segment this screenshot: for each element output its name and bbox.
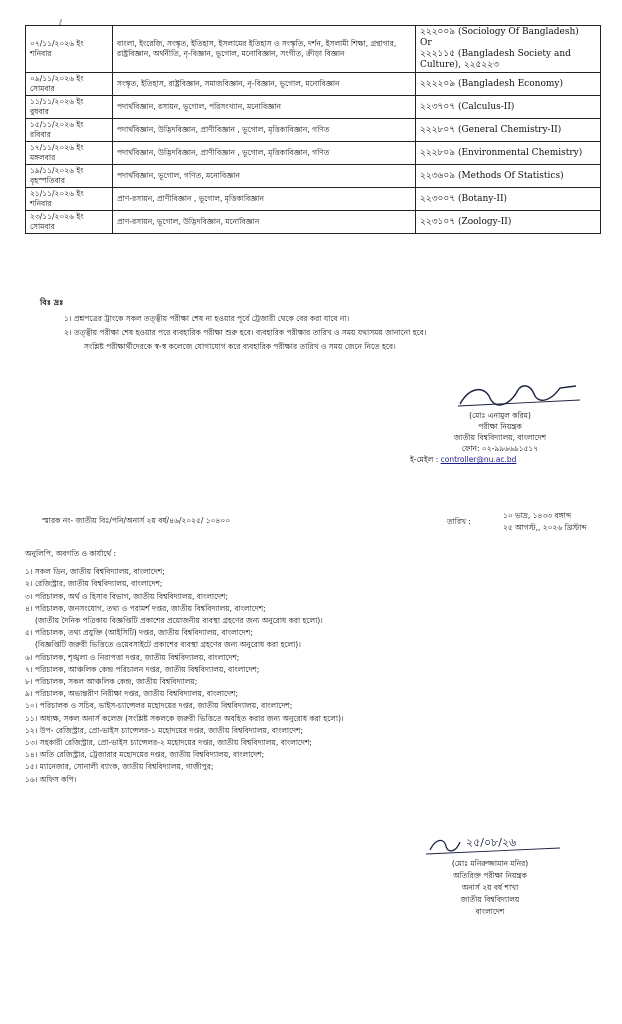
additional-controller-signature-block xyxy=(400,832,580,918)
exam-schedule-table xyxy=(25,25,601,234)
date-english: ২৫ আগস্ট,, ২০২৬ খ্রিস্টাব্দ xyxy=(503,523,587,532)
signatory-title: অতিরিক্ত পরীক্ষা নিয়ন্ত্রক xyxy=(453,871,527,880)
course-cell xyxy=(416,73,601,96)
exam-day: রবিবার xyxy=(30,130,51,139)
subjects-cell: পদার্থবিজ্ঞান, ভূগোল, গণিত, মনোবিজ্ঞান xyxy=(113,165,416,188)
cc-item: ৪। পরিচালক, জনসংযোগ, তথ্য ও পরামর্শ দপ্তর, জাতীয় বিশ্ববিদ্যালয়, বাংলাদেশ; xyxy=(25,603,266,613)
exam-day: মঙ্গলবার xyxy=(30,153,56,162)
schedule-row xyxy=(26,119,601,142)
signatory-name: (মোঃ মনিরুজ্জামান মনির) xyxy=(451,859,529,868)
course-code: ২২৩৬০৯ (Methods Of Statistics) xyxy=(420,170,564,181)
handwritten-date: ২৫/০৮/২৬ xyxy=(466,836,517,849)
cc-item: ১২। উপ- রেজিস্ট্রার, প্রো-ভাইস চ্যান্সেলর-১ মহোদয়ের দপ্তর, জাতীয় বিশ্ববিদ্যালয়, বাংলাদেশ; xyxy=(25,725,303,735)
exam-date: ০৭/১১/২০২৬ ইং xyxy=(30,39,84,48)
subjects-cell: প্রাণ-রসায়ন, প্রাণীবিজ্ঞান , ভূগোল, মৃত্তিকাবিজ্ঞান xyxy=(113,188,416,211)
course-cell xyxy=(416,165,601,188)
email-label: ই-মেইল : xyxy=(410,455,439,464)
signatory-org: জাতীয় বিশ্ববিদ্যালয় xyxy=(460,895,520,904)
exam-date-cell xyxy=(26,119,113,142)
course-code: ২২৩১০৭ (Zoology-II) xyxy=(420,216,512,227)
exam-day: বৃহস্পতিবার xyxy=(30,176,65,185)
course-code: ২২২৮০৯ (Environmental Chemistry) xyxy=(420,147,583,158)
course-code: ২২২১১৫ (Bangladesh Society and xyxy=(420,49,571,59)
subjects-cell: বাংলা, ইংরেজি, সংস্কৃত, ইতিহাস, ইসলামের ইতিহাস ও সংস্কৃতি, দর্শন, ইসলামী শিক্ষা, গ্রন্থাগার, রাষ্ট্রবিজ্ঞান, অর্থনীতি, নৃ-বিজ্ঞান, ভূগোল, মনোবিজ্ঞান, সংগীত, ক্রীড়া বিজ্ঞান xyxy=(113,26,416,73)
course-code: ২২৩০০৭ (Botany-II) xyxy=(420,193,508,204)
schedule-row xyxy=(26,26,601,73)
course-cell xyxy=(416,211,601,234)
cc-item: ৫। পরিচালক, তথ্য প্রযুক্তি (আইসিটি) দপ্তর, জাতীয় বিশ্ববিদ্যালয়, বাংলাদেশ; xyxy=(25,628,253,638)
course-cell xyxy=(416,26,601,73)
exam-date-cell xyxy=(26,142,113,165)
course-code: ২২২০০৯ (Sociology Of Bangladesh) xyxy=(420,27,579,37)
notes-title: বিঃ দ্রঃ xyxy=(40,298,64,307)
signatory-name: (মোঃ এনামুল করিম) xyxy=(469,411,531,420)
exam-date: ০৯/১১/২০২৬ ইং xyxy=(30,74,84,83)
schedule-row xyxy=(26,142,601,165)
exam-date-cell xyxy=(26,188,113,211)
exam-date: ২১/১১/২০২৬ ইং xyxy=(30,189,84,198)
signatory-country: বাংলাদেশ xyxy=(475,907,505,916)
memo-reference: স্মারক নং- জাতীয় বিঃ/পনি/অনার্স ২য় বর্ষ/৪৬/২০২৫/ ১০৪০০ xyxy=(42,516,231,525)
cc-item: ৩। পরিচালক, অর্থ ও হিসাব বিভাগ, জাতীয় বিশ্ববিদ্যালয়, বাংলাদেশ; xyxy=(25,591,229,601)
exam-date: ১৯/১১/২০২৬ ইং xyxy=(30,166,84,175)
subjects-cell: প্রাণ-রসায়ন, ভূগোল, উদ্ভিদবিজ্ঞান, মনোবিজ্ঞান xyxy=(113,211,416,234)
exam-day: শনিবার xyxy=(30,199,52,208)
course-cell xyxy=(416,188,601,211)
note-item: ২। তত্ত্বীয় পরীক্ষা শেষ হওয়ার পরে ব্যবহারিক পরীক্ষা শুরু হবে। ব্যবহারিক পরীক্ষার তারিখ ও সময় যথাসময় জানানো হবে। xyxy=(64,328,427,337)
handwritten-signature xyxy=(400,380,600,410)
cc-title: অনুলিপি, অবগতি ও কার্যার্থে : xyxy=(25,549,117,558)
date-bangla: ১০ ভাদ্র, ১৪৩৩ বঙ্গাব্দ xyxy=(503,511,572,520)
subjects-cell: পদার্থবিজ্ঞান, উদ্ভিদবিজ্ঞান, প্রাণীবিজ্ঞান , ভূগোল, মৃত্তিকাবিজ্ঞান, গণিত xyxy=(113,142,416,165)
exam-day: শনিবার xyxy=(30,49,52,58)
course-cell xyxy=(416,142,601,165)
subjects-cell: পদার্থবিজ্ঞান, রসায়ন, ভূগোল, পরিসংখ্যান, মনোবিজ্ঞান xyxy=(113,96,416,119)
schedule-row xyxy=(26,96,601,119)
course-code: Or xyxy=(420,38,432,48)
signatory-org: জাতীয় বিশ্ববিদ্যালয়, বাংলাদেশ xyxy=(453,433,547,442)
note-continuation: সংশ্লিষ্ট পরীক্ষার্থীদেরকে স্ব-স্ব কলেজে যোগাযোগ করে ব্যবহারিক পরীক্ষার তারিখ ও সময় জেনে নিতে হবে। xyxy=(84,342,396,351)
cc-item: ৮। পরিচালক, সকল আঞ্চলিক কেন্দ্র, জাতীয় বিশ্ববিদ্যালয়; xyxy=(25,677,198,687)
cc-item: (জাতীয় দৈনিক পত্রিকায় বিজ্ঞপ্তিটি প্রকাশের প্রয়োজনীয় ব্যবস্থা গ্রহণের জন্য অনুরোধ করা হলো)। xyxy=(35,616,323,626)
handwritten-signature xyxy=(400,832,580,858)
date-label: তারিখ : xyxy=(447,517,471,526)
copy-distribution-list xyxy=(25,548,615,786)
email-link[interactable]: controller@nu.ac.bd xyxy=(440,455,517,464)
corner-mark: ℓ xyxy=(59,18,63,27)
cc-item: ১৬। অফিস কপি। xyxy=(25,774,77,784)
cc-item: ১৫। ম্যানেজার, সোনালী ব্যাংক, জাতীয় বিশ্ববিদ্যালয়, গাজীপুর; xyxy=(25,762,214,772)
course-code: ২২২২০৯ (Bangladesh Economy) xyxy=(420,78,563,89)
exam-date-cell xyxy=(26,211,113,234)
exam-date-cell xyxy=(26,96,113,119)
exam-day: বুধবার xyxy=(30,107,49,116)
cc-item: ১। সকল ডিন, জাতীয় বিশ্ববিদ্যালয়, বাংলাদেশ; xyxy=(25,567,165,577)
course-code: ২২২৮০৭ (General Chemistry-II) xyxy=(420,124,562,135)
cc-item: ১৩। সহকারী রেজিস্ট্রার, প্রো-ভাইস চ্যান্সেলর-২ মহোদয়ের দপ্তর, জাতীয় বিশ্ববিদ্যালয়, বাংলাদেশ; xyxy=(25,738,312,748)
cc-item: ২। রেজিস্ট্রার, জাতীয় বিশ্ববিদ্যালয়, বাংলাদেশ; xyxy=(25,579,163,589)
exam-date: ১১/১১/২০২৬ ইং xyxy=(30,97,84,106)
schedule-row xyxy=(26,211,601,234)
memo-date xyxy=(447,510,587,534)
controller-signature-block xyxy=(400,380,600,465)
schedule-row xyxy=(26,188,601,211)
schedule-row xyxy=(26,73,601,96)
cc-item: ৯। পরিচালক, অভ্যন্তরীণ নিরীক্ষা দপ্তর, জাতীয় বিশ্ববিদ্যালয়, বাংলাদেশ; xyxy=(25,689,238,699)
exam-day: সোমবার xyxy=(30,222,55,231)
signatory-branch: অনার্স ২য় বর্ষ শাখা xyxy=(461,883,519,892)
exam-date-cell xyxy=(26,26,113,73)
cc-item: (বিজ্ঞপ্তিটি জরুরী ভিত্তিতে ওয়েবসাইটে প্রকাশের ব্যবস্থা গ্রহণের জন্য অনুরোধ করা হলো)। xyxy=(35,640,301,650)
course-code: ২২৩৭০৭ (Calculus-II) xyxy=(420,101,515,112)
exam-date-cell xyxy=(26,73,113,96)
course-cell xyxy=(416,119,601,142)
subjects-cell: সংস্কৃত, ইতিহাস, রাষ্ট্রবিজ্ঞান, সমাজবিজ্ঞান, নৃ-বিজ্ঞান, ভূগোল, মনোবিজ্ঞান xyxy=(113,73,416,96)
cc-item: ৭। পরিচালক, আঞ্চলিক কেন্দ্র পরিচালন দপ্তর, জাতীয় বিশ্ববিদ্যালয়, বাংলাদেশ; xyxy=(25,664,260,674)
exam-date-cell xyxy=(26,165,113,188)
signatory-title: পরীক্ষা নিয়ন্ত্রক xyxy=(478,422,522,431)
course-cell xyxy=(416,96,601,119)
signatory-phone: ফোন: ০২-৯৯৬৬৯১৫১৭ xyxy=(461,444,539,453)
note-item: ১। প্রশ্নপত্রের ট্রাংকে সকল তত্ত্বীয় পরীক্ষা শেষ না হওয়ার পূর্বে ট্রেজারী থেকে বের করা যাবে না। xyxy=(64,314,350,323)
subjects-cell: পদার্থবিজ্ঞান, উদ্ভিদবিজ্ঞান, প্রাণীবিজ্ঞান , ভূগোল, মৃত্তিকাবিজ্ঞান, গণিত xyxy=(113,119,416,142)
exam-date: ১৫/১১/২০২৬ ইং xyxy=(30,120,84,129)
schedule-row xyxy=(26,165,601,188)
cc-item: ১০। পরিচালক ও সচিব, ভাইস-চ্যান্সেলর মহোদয়ের দপ্তর, জাতীয় বিশ্ববিদ্যালয়, বাংলাদেশ; xyxy=(25,701,293,711)
cc-item: ৬। পরিচালক, শৃঙ্খলা ও নিরাপত্তা দপ্তর, জাতীয় বিশ্ববিদ্যালয়, বাংলাদেশ; xyxy=(25,652,240,662)
cc-item: ১১। অধ্যক্ষ, সকল অনার্স কলেজ (সংশ্লিষ্ট সকলকে জরুরী ভিত্তিতে অবহিত করার জন্য অনুরোধ করা হলো)। xyxy=(25,713,344,723)
signatory-email-line xyxy=(400,454,600,465)
cc-item: ১৪। অতি রেজিস্ট্রার, ট্রেজারার মহোদয়ের দপ্তর, জাতীয় বিশ্ববিদ্যালয়, বাংলাদেশ; xyxy=(25,750,265,760)
course-code: Culture), ২২৫২২৩ xyxy=(420,60,499,70)
notes-section xyxy=(40,297,600,353)
exam-date: ১৭/১১/২০২৬ ইং xyxy=(30,143,84,152)
exam-date: ২৩/১১/২০২৬ ইং xyxy=(30,212,84,221)
exam-day: সোমবার xyxy=(30,84,55,93)
